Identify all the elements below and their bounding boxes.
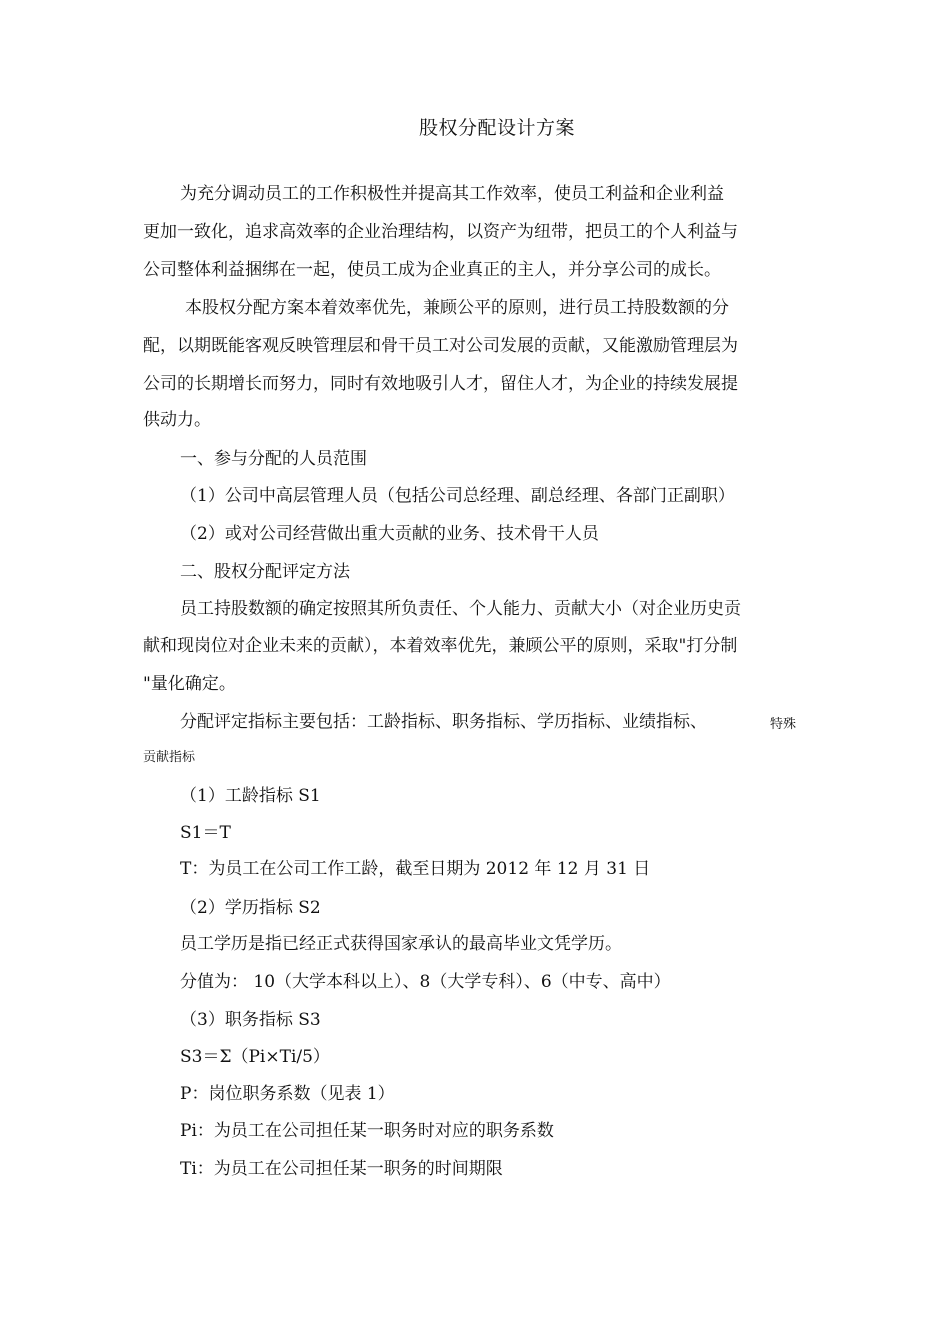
paragraph-line-small: 贡献指标 (143, 750, 196, 765)
paragraph-line: 分配评定指标主要包括：工龄指标、职务指标、学历指标、业绩指标、 (180, 712, 707, 732)
section-heading: 二、股权分配评定方法 (180, 562, 350, 582)
paragraph-line: P：岗位职务系数（见表 1） (180, 1084, 395, 1104)
section-heading: 一、参与分配的人员范围 (180, 449, 367, 469)
paragraph-line-small: 特殊 (770, 717, 797, 732)
paragraph-line: 供动力。 (143, 410, 211, 430)
paragraph-line: 配，以期既能客观反映管理层和骨干员工对公司发展的贡献，又能激励管理层为 (143, 336, 738, 356)
list-item: （3）职务指标 S3 (180, 1010, 321, 1030)
list-item: （2）学历指标 S2 (180, 898, 321, 918)
paragraph-line: 员工学历是指已经正式获得国家承认的最高毕业文凭学历。 (180, 934, 622, 954)
paragraph-line: 本股权分配方案本着效率优先，兼顾公平的原则，进行员工持股数额的分 (185, 298, 729, 318)
paragraph-line: Ti：为员工在公司担任某一职务的时间期限 (180, 1159, 503, 1179)
list-item: （1）公司中高层管理人员（包括公司总经理、副总经理、各部门正副职） (180, 486, 735, 506)
paragraph-line: "量化确定。 (143, 674, 236, 694)
paragraph-line: 分值为： 10（大学本科以上）、8（大学专科）、6（中专、高中） (180, 972, 671, 992)
formula-line: S3＝Σ（Pi×Ti/5） (180, 1047, 330, 1067)
paragraph-line: 员工持股数额的确定按照其所负责任、个人能力、贡献大小（对企业历史贡 (180, 599, 741, 619)
paragraph-line: 为充分调动员工的工作积极性并提高其工作效率，使员工利益和企业利益 (180, 184, 724, 204)
paragraph-line: 更加一致化，追求高效率的企业治理结构，以资产为纽带，把员工的个人利益与 (143, 222, 738, 242)
list-item: （1）工龄指标 S1 (180, 786, 321, 806)
paragraph-line: 献和现岗位对企业未来的贡献），本着效率优先，兼顾公平的原则，采取"打分制 (143, 636, 738, 656)
paragraph-line: 公司整体利益捆绑在一起，使员工成为企业真正的主人，并分享公司的成长。 (143, 260, 721, 280)
paragraph-line: 公司的长期增长而努力，同时有效地吸引人才，留住人才，为企业的持续发展提 (143, 374, 738, 394)
paragraph-line: Pi：为员工在公司担任某一职务时对应的职务系数 (180, 1121, 554, 1141)
list-item: （2）或对公司经营做出重大贡献的业务、技术骨干人员 (180, 524, 599, 544)
paragraph-line: T：为员工在公司工作工龄，截至日期为 2012 年 12 月 31 日 (180, 859, 651, 879)
document-title: 股权分配设计方案 (418, 117, 575, 139)
formula-line: S1＝T (180, 823, 231, 843)
